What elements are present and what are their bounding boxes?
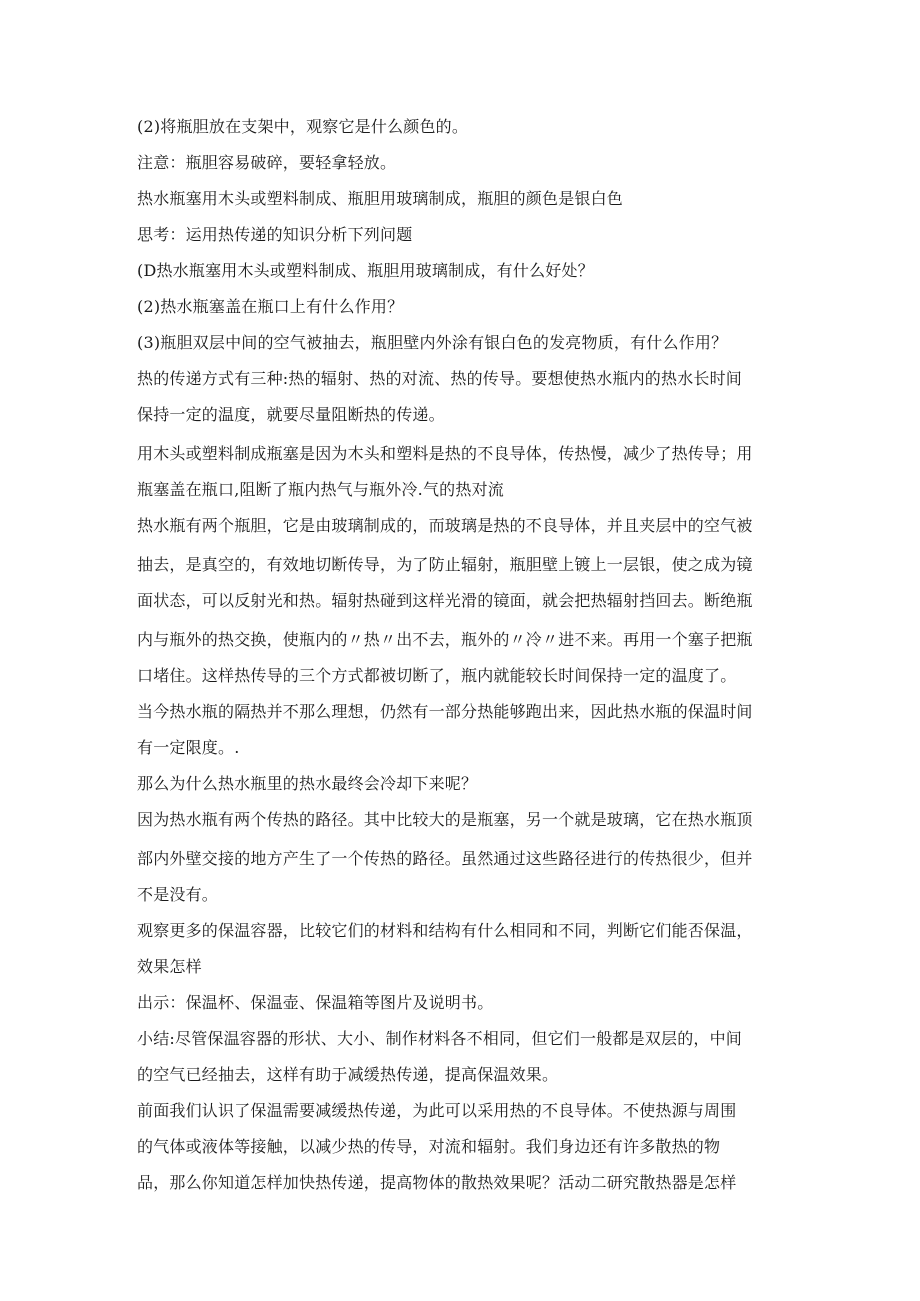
text-line: 当今热水瓶的隔热并不那么理想，仍然有一部分热能够跑出来，因此热水瓶的保温时间	[137, 702, 753, 721]
text-line: 有一定限度。.	[137, 738, 240, 757]
text-line: 面状态，可以反射光和热。辐射热碰到这样光滑的镜面，就会把热辐射挡回去。断绝瓶	[137, 591, 753, 610]
text-line: 观察更多的保温容器，比较它们的材料和结构有什么相同和不同，判断它们能否保温，	[137, 921, 753, 940]
text-line: 的空气已经抽去，这样有助于减缓热传递，提高保温效果。	[137, 1065, 559, 1084]
text-line: 思考：运用热传递的知识分析下列问题	[137, 225, 413, 244]
text-line: (3)瓶胆双层中间的空气被抽去，瓶胆壁内外涂有银白色的发亮物质，有什么作用？	[137, 333, 728, 352]
text-line: 热的传递方式有三种:热的辐射、热的对流、热的传导。要想使热水瓶内的热水长时间	[137, 369, 742, 388]
text-line: 注意：瓶胆容易破碎，要轻拿轻放。	[137, 153, 397, 172]
text-line: 抽去，是真空的，有效地切断传导，为了防止辐射，瓶胆壁上镀上一层银，使之成为镜	[137, 555, 753, 574]
text-line: 小结:尽管保温容器的形状、大小、制作材料各不相同，但它们一般都是双层的，中间	[137, 1029, 742, 1048]
text-line: 热水瓶有两个瓶胆，它是由玻璃制成的，而玻璃是热的不良导体，并且夹层中的空气被	[137, 516, 753, 535]
text-line: (D热水瓶塞用木头或塑料制成、瓶胆用玻璃制成，有什么好处？	[137, 261, 594, 280]
text-line: 因为热水瓶有两个传热的路径。其中比较大的是瓶塞，另一个就是玻璃，它在热水瓶顶	[137, 810, 753, 829]
text-line: 瓶塞盖在瓶口,阻断了瓶内热气与瓶外冷.气的热对流	[137, 480, 504, 499]
text-line: 那么为什么热水瓶里的热水最终会冷却下来呢？	[137, 774, 478, 793]
text-line: 部内外壁交接的地方产生了一个传热的路径。虽然通过这些路径进行的传热很少，但并	[137, 849, 753, 868]
text-line: 热水瓶塞用木头或塑料制成、瓶胆用玻璃制成，瓶胆的颜色是银白色	[137, 189, 624, 208]
text-line: 效果怎样	[137, 957, 202, 976]
text-line: 不是没有。	[137, 885, 219, 904]
text-line: 的气体或液体等接触，以减少热的传导，对流和辐射。我们身边还有许多散热的物	[137, 1137, 721, 1156]
text-line: 品，那么你知道怎样加快热传递，提高物体的散热效果呢？活动二研究散热器是怎样	[137, 1173, 737, 1192]
text-line: 口堵住。这样热传导的三个方式都被切断了，瓶内就能较长时间保持一定的温度了。	[137, 666, 737, 685]
text-line: 出示：保温杯、保温壶、保温箱等图片及说明书。	[137, 993, 494, 1012]
text-line: 前面我们认识了保温需要减缓热传递，为此可以采用热的不良导体。不使热源与周围	[137, 1101, 737, 1120]
text-line: 保持一定的温度，就要尽量阻断热的传递。	[137, 405, 445, 424]
text-line: 内与瓶外的热交换，使瓶内的〃热〃出不去，瓶外的〃冷〃进不来。再用一个塞子把瓶	[137, 630, 753, 649]
text-line: (2)将瓶胆放在支架中，观察它是什么颜色的。	[137, 117, 469, 136]
text-line: 用木头或塑料制成瓶塞是因为木头和塑料是热的不良导体，传热慢，减少了热传导；用	[137, 444, 753, 463]
text-line: (2)热水瓶塞盖在瓶口上有什么作用？	[137, 297, 404, 316]
